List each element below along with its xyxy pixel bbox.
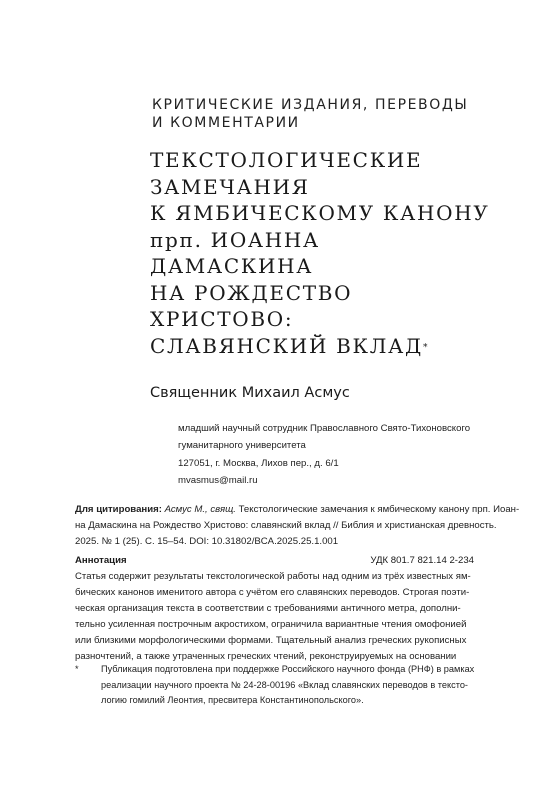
author-name: Священник Михаил Асмус [150, 385, 350, 401]
article-title [150, 147, 490, 359]
footnote-line: логию гомилий Леонтия, пресвитера Константинопольского». [101, 695, 364, 705]
title-line: К ЯМБИЧЕСКОМУ КАНОНУ [150, 201, 490, 225]
citation-text: на Дамаскина на Рождество Христово: славянский вклад // Библия и христианская древность. [75, 520, 497, 531]
title-line: НА РОЖДЕСТВО [150, 280, 353, 305]
footnote-line: реализации научного проекта № 24-28-00196 «Вклад славянских переводов в тексто- [101, 679, 468, 690]
citation-author: Асмус М., свящ. [164, 504, 236, 515]
affiliation-address: 127051, г. Москва, Лихов пер., д. 6/1 [178, 457, 339, 469]
citation-block [75, 502, 520, 550]
section-heading-line: КРИТИЧЕСКИЕ ИЗДАНИЯ, ПЕРЕВОДЫ [152, 97, 469, 113]
abstract-line: бических канонов именитого автора с учётом его славянских переводов. Строгая поэти- [75, 586, 470, 598]
abstract-text [75, 569, 471, 664]
abstract-line: ческая организация текста в соответствии с требованиями античного метра, дополни- [75, 602, 461, 614]
section-heading-line: И КОММЕНТАРИИ [152, 115, 300, 131]
title-line: ХРИСТОВО: [150, 307, 294, 331]
section-heading [152, 96, 468, 132]
title-line: прп. ИОАННА [150, 227, 320, 252]
affiliation-line: младший научный сотрудник Православного Свято-Тихоновского [178, 423, 471, 434]
footnote-line: Публикация подготовлена при поддержке Российского научного фонда (РНФ) в рамках [101, 664, 475, 674]
abstract-line: Статья содержит результаты текстологической работы над одним из трёх известных ям- [75, 571, 471, 582]
abstract-header [75, 553, 474, 569]
author-email[interactable]: mvasmus@mail.ru [178, 474, 258, 486]
citation-text: Текстологические замечания к ямбическому канону прп. Иоан- [235, 504, 520, 515]
author-affiliation [178, 420, 470, 489]
title-footnote-mark[interactable]: * [422, 342, 428, 353]
abstract-line: тельно усиленная построчным акростихом, ограничила вариантные чтения омофонией [75, 618, 467, 630]
title-line-last [150, 333, 490, 360]
affiliation-line: гуманитарного университета [178, 440, 306, 452]
udc-code: УДК 801.7 821.14 2-234 [370, 555, 474, 566]
footnote-mark: * [75, 664, 79, 674]
abstract-line: разночтений, а также утраченных греческих чтений, реконструируемых на основании [75, 650, 457, 662]
abstract-label: Аннотация [75, 555, 127, 566]
citation-label: Для цитирования: [75, 504, 162, 515]
citation-doi[interactable]: 2025. № 1 (25). С. 15–54. DOI: 10.31802/BCA.2025.25.1.001 [75, 536, 339, 547]
title-line: ДАМАСКИНА [150, 254, 314, 278]
title-line: ТЕКСТОЛОГИЧЕСКИЕ [150, 148, 423, 172]
abstract-line: или близкими морфологическими формами. Тщательный анализ греческих рукописных [75, 634, 467, 646]
title-line: ЗАМЕЧАНИЯ [150, 174, 310, 199]
title-line: СЛАВЯНСКИЙ ВКЛАД [150, 333, 423, 358]
footnote-text [101, 662, 474, 709]
